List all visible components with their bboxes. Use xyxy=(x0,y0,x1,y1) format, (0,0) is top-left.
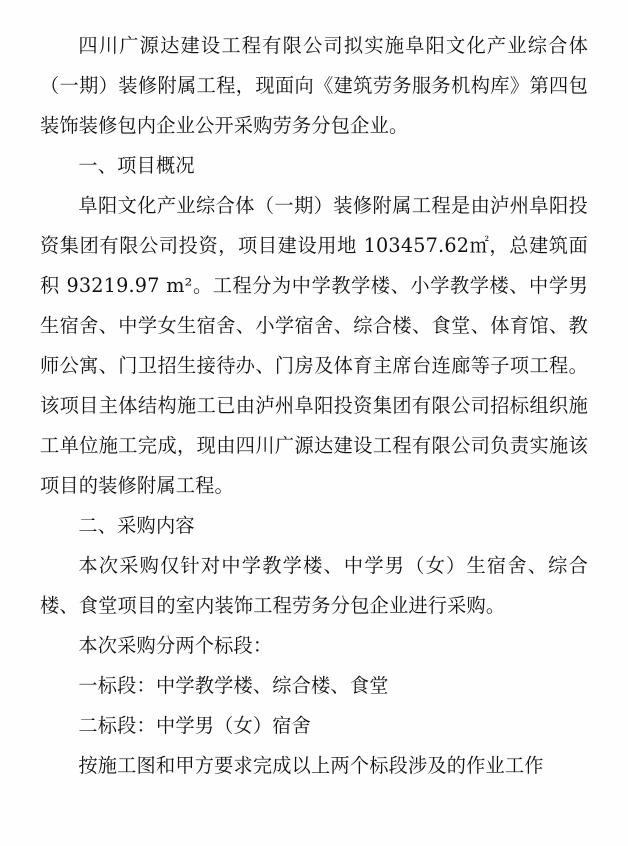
lot-intro-paragraph: 本次采购分两个标段： xyxy=(78,634,273,657)
section-heading-one: 一、项目概况 xyxy=(78,154,195,177)
document-body xyxy=(40,26,588,786)
project-overview-paragraph-a: 阜阳文化产业综合体（一期）装修附属工程是由泸州阜阳投资集团有限公司投资，项目建设用地 103457.62㎡，总建筑面积 93219.97 m²。工程分为中学教学楼、小学教学楼、中学男生宿舍、中学女生宿舍、小学宿舍、综合楼、食堂、体育馆、教师公寓、门卫招生接待办、门房及体育主席台连廊等子项工程。该项目主体结构施工已由泸州阜阳投资集团有限公司招标组织施工单位施工完成，现由四川广源达建设工程有限公司负责实施该项目的装修附属工程。 xyxy=(40,194,588,497)
lot-one-paragraph: 一标段：中学教学楼、综合楼、食堂 xyxy=(78,674,389,697)
intro-paragraph: 四川广源达建设工程有限公司拟实施阜阳文化产业综合体（一期）装修附属工程，现面向《建筑劳务服务机构库》第四包装饰装修包内企业公开采购劳务分包企业。 xyxy=(40,34,588,137)
section-heading-two: 二、采购内容 xyxy=(78,514,195,537)
lot-two-paragraph: 二标段：中学男（女）宿舍 xyxy=(78,714,312,737)
purchase-scope-paragraph: 本次采购仅针对中学教学楼、中学男（女）生宿舍、综合楼、食堂项目的室内装饰工程劳务分包企业进行采购。 xyxy=(40,554,588,617)
work-requirement-paragraph: 按施工图和甲方要求完成以上两个标段涉及的作业工作 xyxy=(78,754,544,777)
